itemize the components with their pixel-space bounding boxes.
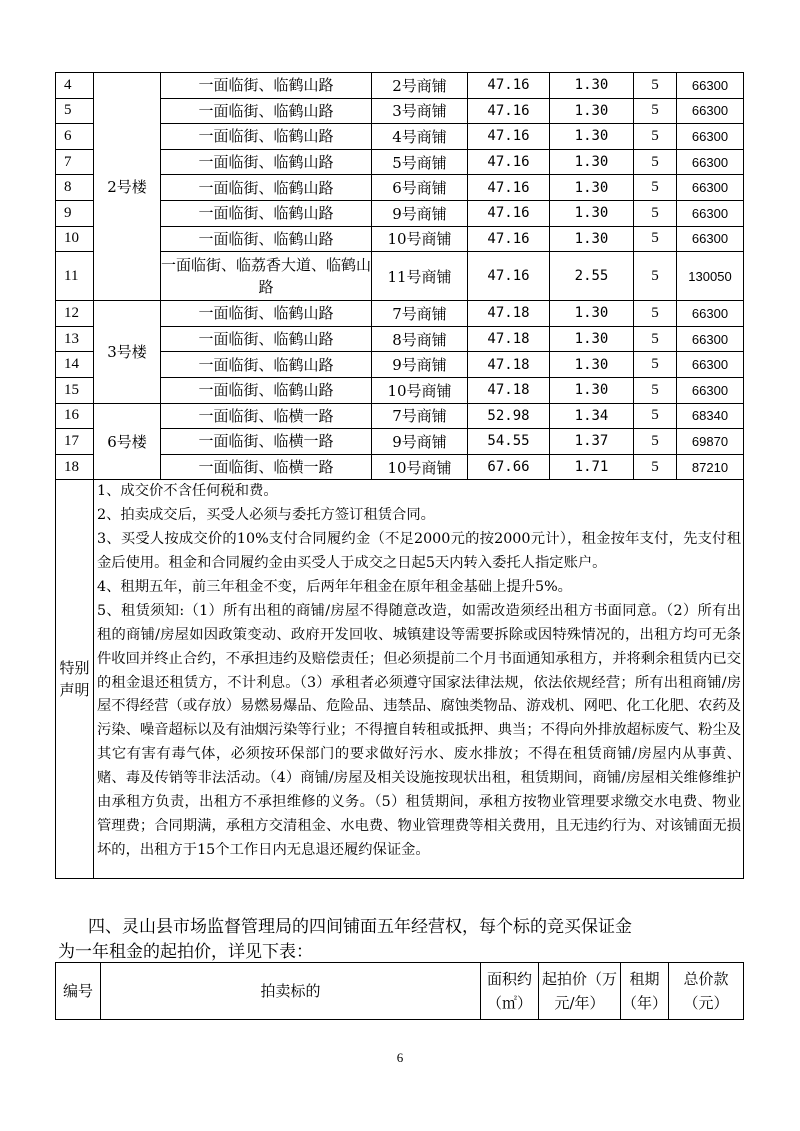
table-row [56, 73, 744, 99]
shop-name: 9号商铺 [372, 429, 468, 455]
note-paragraph: 4、租期五年，前三年租金不变，后两年年租金在原年租金基础上提升5%。 [97, 578, 572, 595]
area: 47.18 [468, 352, 550, 378]
lease-years: 5 [634, 200, 677, 226]
shop-name: 10号商铺 [372, 454, 468, 480]
annual-price: 1.30 [550, 124, 634, 150]
shop-name: 7号商铺 [372, 301, 468, 327]
note-paragraph: 1、成交价不含任何税和费。 [97, 483, 278, 500]
row-number: 13 [56, 326, 94, 352]
location: 一面临街、临鹤山路 [161, 226, 372, 252]
row-number: 17 [56, 429, 94, 455]
lease-years: 5 [634, 73, 677, 99]
shop-name: 2号商铺 [372, 73, 468, 99]
location: 一面临街、临鹤山路 [161, 352, 372, 378]
table-row [56, 301, 744, 327]
lease-years: 5 [634, 98, 677, 124]
special-notes-row [56, 480, 744, 879]
annual-price: 1.30 [550, 352, 634, 378]
row-number: 4 [56, 73, 94, 99]
total-price: 130050 [677, 252, 744, 301]
total-price: 87210 [677, 454, 744, 480]
location: 一面临街、临鹤山路 [161, 124, 372, 150]
special-notes-body [94, 480, 744, 879]
section-four-line-1: 四、灵山县市场监督管理局的四间铺面五年经营权，每个标的竞买保证金 [88, 917, 632, 937]
annual-price: 1.30 [550, 98, 634, 124]
area: 47.18 [468, 326, 550, 352]
row-number: 12 [56, 301, 94, 327]
area: 47.16 [468, 175, 550, 201]
lease-table [55, 72, 744, 879]
header-target: 拍卖标的 [101, 963, 481, 1020]
note-paragraph: 2、拍卖成交后，买受人必须与委托方签订租赁合同。 [97, 507, 435, 524]
total-price: 66300 [677, 352, 744, 378]
row-number: 14 [56, 352, 94, 378]
location: 一面临街、临鹤山路 [161, 98, 372, 124]
total-price: 69870 [677, 429, 744, 455]
note-paragraph: 5、租赁须知:（1）所有出租的商铺/房屋不得随意改造，如需改造须经出租方书面同意。（2）所有出租的商铺/房屋如因政策变动、政府开发回收、城镇建设等需要拆除或因特殊情况的，出租方均可无条件收回并终止合约，不承担违约及赔偿责任；但必须提前二个月书面通知承租方，并将剩余租赁内已交的租金退还租赁方，不计利息。（3）承租者必须遵守国家法律法规，依法依规经营；所有出租商铺/房屋不得经营（或存放）易燃易爆品、危险品、违禁品、腐蚀类物品、游戏机、网吧、化工化肥、农药及污染、噪音超标以及有油烟污染等行业；不得擅自转租或抵押、典当；不得向外排放超标废气、粉尘及其它有害有毒气体，必须按环保部门的要求做好污水、废水排放；不得在租赁商铺/房屋内从事黄、赌、毒及传销等非法活动。（4）商铺/房屋及相关设施按现状出租，租赁期间，商铺/房屋相关维修维护由承租方负责，出租方不承担维修的义务。（5）租赁期间，承租方按物业管理要求缴交水电费、物业管理费；合同期满，承租方交清租金、水电费、物业管理费等相关费用，且无违约行为、对该铺面无损坏的，出租方于15个工作日内无息退还履约保证金。 [97, 602, 741, 858]
annual-price: 1.30 [550, 200, 634, 226]
area: 67.66 [468, 454, 550, 480]
total-price: 66300 [677, 73, 744, 99]
total-price: 68340 [677, 403, 744, 429]
area: 52.98 [468, 403, 550, 429]
lease-years: 5 [634, 326, 677, 352]
section-four-line-2: 为一年租金的起拍价，详见下表： [58, 942, 313, 962]
lease-years: 5 [634, 403, 677, 429]
shop-name: 8号商铺 [372, 326, 468, 352]
building-name: 3号楼 [94, 301, 161, 403]
annual-price: 1.30 [550, 226, 634, 252]
shop-name: 10号商铺 [372, 377, 468, 403]
area: 54.55 [468, 429, 550, 455]
annual-price: 1.34 [550, 403, 634, 429]
building-name: 2号楼 [94, 73, 161, 301]
page-number: 6 [396, 1050, 404, 1065]
row-number: 16 [56, 403, 94, 429]
area: 47.16 [468, 73, 550, 99]
annual-price: 1.30 [550, 377, 634, 403]
location: 一面临街、临荔香大道、临鹤山路 [161, 252, 372, 301]
row-number: 9 [56, 200, 94, 226]
location: 一面临街、临横一路 [161, 454, 372, 480]
lease-years: 5 [634, 429, 677, 455]
annual-price: 1.30 [550, 326, 634, 352]
row-number: 6 [56, 124, 94, 150]
lease-years: 5 [634, 301, 677, 327]
area: 47.16 [468, 149, 550, 175]
lease-years: 5 [634, 377, 677, 403]
area: 47.18 [468, 301, 550, 327]
total-price: 66300 [677, 301, 744, 327]
location: 一面临街、临鹤山路 [161, 200, 372, 226]
shop-name: 7号商铺 [372, 403, 468, 429]
row-number: 15 [56, 377, 94, 403]
annual-price: 1.71 [550, 454, 634, 480]
row-number: 5 [56, 98, 94, 124]
lease-years: 5 [634, 352, 677, 378]
row-number: 11 [56, 252, 94, 301]
section-four-heading [58, 915, 758, 962]
lease-years: 5 [634, 175, 677, 201]
building-name: 6号楼 [94, 403, 161, 480]
row-number: 7 [56, 149, 94, 175]
table-row [56, 403, 744, 429]
area: 47.16 [468, 252, 550, 301]
location: 一面临街、临横一路 [161, 429, 372, 455]
area: 47.16 [468, 226, 550, 252]
area: 47.16 [468, 200, 550, 226]
shop-name: 5号商铺 [372, 149, 468, 175]
bid-table [55, 962, 744, 1020]
special-notes-label: 特别声明 [56, 480, 94, 879]
location: 一面临街、临鹤山路 [161, 377, 372, 403]
area: 47.16 [468, 98, 550, 124]
total-price: 66300 [677, 326, 744, 352]
note-paragraph: 3、买受人按成交价的10%支付合同履约金（不足2000元的按2000元计），租金按年支付，先支付租金后使用。租金和合同履约金由买受人于成交之日起5天内转入委托人指定账户。 [97, 531, 741, 572]
row-number: 8 [56, 175, 94, 201]
location: 一面临街、临鹤山路 [161, 326, 372, 352]
location: 一面临街、临鹤山路 [161, 301, 372, 327]
shop-name: 11号商铺 [372, 252, 468, 301]
total-price: 66300 [677, 377, 744, 403]
header-area: 面积约（㎡） [481, 963, 539, 1020]
shop-name: 3号商铺 [372, 98, 468, 124]
area: 47.16 [468, 124, 550, 150]
shop-name: 9号商铺 [372, 200, 468, 226]
shop-name: 6号商铺 [372, 175, 468, 201]
annual-price: 1.30 [550, 73, 634, 99]
location: 一面临街、临鹤山路 [161, 149, 372, 175]
total-price: 66300 [677, 149, 744, 175]
shop-name: 10号商铺 [372, 226, 468, 252]
total-price: 66300 [677, 124, 744, 150]
header-start-price: 起拍价（万元/年） [539, 963, 621, 1020]
total-price: 66300 [677, 200, 744, 226]
shop-name: 9号商铺 [372, 352, 468, 378]
lease-years: 5 [634, 149, 677, 175]
lease-years: 5 [634, 252, 677, 301]
row-number: 10 [56, 226, 94, 252]
area: 47.18 [468, 377, 550, 403]
header-total: 总价款（元） [669, 963, 744, 1020]
header-no: 编号 [56, 963, 101, 1020]
location: 一面临街、临鹤山路 [161, 73, 372, 99]
total-price: 66300 [677, 175, 744, 201]
location: 一面临街、临鹤山路 [161, 175, 372, 201]
lease-years: 5 [634, 454, 677, 480]
lease-years: 5 [634, 226, 677, 252]
annual-price: 1.30 [550, 149, 634, 175]
shop-name: 4号商铺 [372, 124, 468, 150]
lease-table-body [56, 73, 744, 879]
header-term: 租期（年） [621, 963, 669, 1020]
lease-years: 5 [634, 124, 677, 150]
total-price: 66300 [677, 226, 744, 252]
annual-price: 1.37 [550, 429, 634, 455]
total-price: 66300 [677, 98, 744, 124]
annual-price: 1.30 [550, 175, 634, 201]
annual-price: 2.55 [550, 252, 634, 301]
row-number: 18 [56, 454, 94, 480]
location: 一面临街、临横一路 [161, 403, 372, 429]
annual-price: 1.30 [550, 301, 634, 327]
bid-table-header-row [56, 963, 744, 1020]
